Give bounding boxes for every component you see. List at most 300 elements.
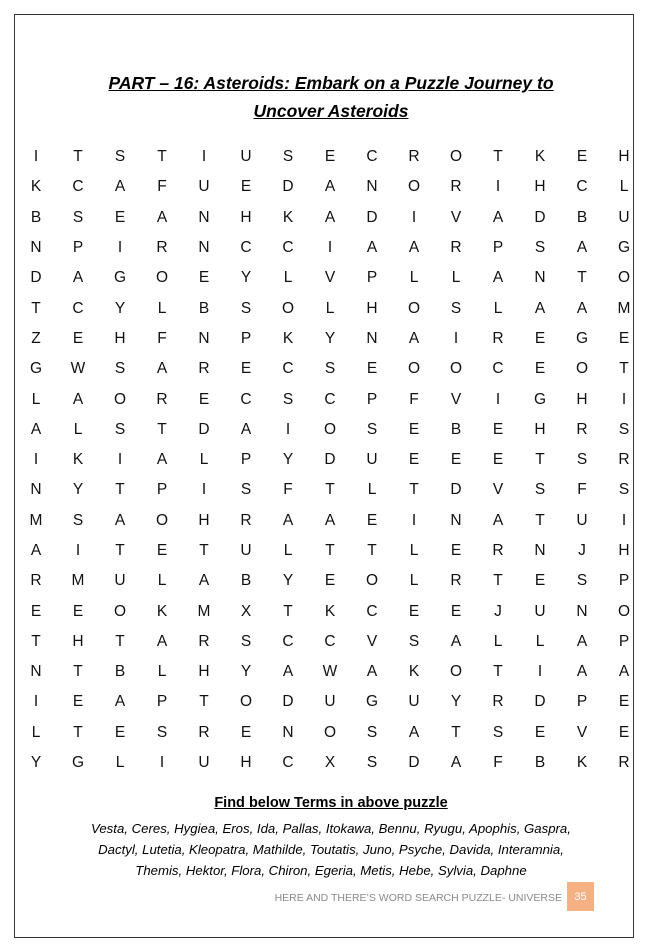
- grid-letter: E: [30, 602, 42, 620]
- grid-letter: K: [534, 148, 546, 166]
- grid-letter: R: [450, 572, 462, 590]
- grid-letter: F: [157, 329, 167, 347]
- grid-letter: O: [407, 299, 421, 317]
- grid-letter: I: [537, 663, 543, 681]
- grid-letter: A: [408, 239, 420, 257]
- grid-letter: E: [240, 723, 252, 741]
- grid-letter: K: [156, 602, 168, 620]
- grid-letter: J: [578, 542, 586, 559]
- grid-letter: I: [33, 693, 39, 711]
- grid-letter: O: [113, 390, 127, 408]
- grid-letter: P: [240, 451, 252, 469]
- grid-letter: V: [324, 269, 336, 287]
- grid-letter: N: [282, 723, 294, 741]
- grid-letter: A: [576, 299, 588, 317]
- grid-letter: P: [366, 269, 378, 287]
- grid-letter: H: [72, 632, 84, 650]
- grid-letter: R: [576, 420, 588, 438]
- grid-letter: E: [114, 208, 126, 226]
- grid-letter: I: [621, 511, 627, 529]
- grid-letter: C: [324, 632, 336, 650]
- grid-letter: O: [239, 693, 253, 711]
- grid-letter: T: [493, 148, 503, 166]
- grid-letter: J: [494, 602, 502, 620]
- grid-letter: I: [117, 451, 123, 469]
- grid-letter: T: [73, 663, 83, 681]
- grid-letter: E: [240, 360, 252, 378]
- grid-letter: A: [114, 178, 126, 196]
- grid-letter: Y: [282, 451, 294, 469]
- grid-letter: A: [492, 511, 504, 529]
- grid-letter: P: [492, 239, 504, 257]
- grid-letter: L: [157, 663, 167, 681]
- grid-letter: O: [113, 602, 127, 620]
- grid-letter: L: [283, 269, 293, 287]
- grid-letter: I: [75, 542, 81, 559]
- grid-letter: H: [240, 208, 252, 226]
- grid-letter: D: [534, 693, 546, 711]
- grid-letter: H: [114, 329, 126, 347]
- grid-letter: K: [282, 208, 294, 226]
- grid-letter: A: [408, 723, 420, 741]
- grid-letter: U: [198, 754, 210, 772]
- grid-letter: A: [492, 208, 504, 226]
- grid-letter: S: [114, 420, 126, 438]
- grid-letter: F: [409, 390, 419, 408]
- grid-letter: L: [409, 572, 419, 590]
- grid-letter: E: [72, 602, 84, 620]
- grid-letter: S: [366, 754, 378, 772]
- footer-text: HERE AND THERE’S WORD SEARCH PUZZLE- UNIVERSE: [274, 892, 562, 904]
- grid-letter: S: [324, 360, 336, 378]
- grid-letter: D: [450, 481, 462, 499]
- grid-letter: A: [618, 663, 630, 681]
- grid-letter: D: [30, 269, 42, 287]
- grid-letter: T: [619, 360, 629, 378]
- grid-letter: E: [240, 178, 252, 196]
- grid-letter: L: [493, 632, 503, 650]
- find-terms-heading: Find below Terms in above puzzle: [214, 795, 448, 811]
- grid-letter: E: [492, 420, 504, 438]
- grid-letter: T: [577, 269, 587, 287]
- grid-letter: R: [240, 511, 252, 529]
- grid-letter: W: [70, 360, 86, 378]
- grid-letter: I: [285, 420, 291, 438]
- grid-letter: E: [534, 329, 546, 347]
- grid-letter: P: [618, 632, 630, 650]
- grid-letter: L: [283, 542, 293, 559]
- grid-letter: R: [492, 542, 504, 559]
- grid-letter: D: [366, 208, 378, 226]
- grid-letter: O: [155, 511, 169, 529]
- grid-letter: H: [366, 299, 378, 317]
- grid-letter: E: [450, 602, 462, 620]
- grid-letter: H: [534, 420, 546, 438]
- grid-letter: A: [576, 632, 588, 650]
- grid-letter: Z: [31, 329, 41, 347]
- grid-letter: H: [240, 754, 252, 772]
- grid-letter: E: [534, 572, 546, 590]
- grid-letter: U: [198, 178, 210, 196]
- page-title-line-1: PART – 16: Asteroids: Embark on a Puzzle Journey to: [108, 73, 554, 93]
- grid-letter: T: [325, 542, 335, 559]
- grid-letter: O: [323, 723, 337, 741]
- grid-letter: O: [281, 299, 295, 317]
- grid-letter: H: [534, 178, 546, 196]
- grid-letter: Y: [114, 299, 126, 317]
- grid-letter: E: [408, 602, 420, 620]
- grid-letter: I: [411, 208, 417, 226]
- grid-letter: G: [575, 329, 589, 347]
- grid-letter: C: [282, 754, 294, 772]
- grid-letter: Y: [30, 754, 42, 772]
- grid-letter: P: [366, 390, 378, 408]
- grid-row: [15, 445, 645, 475]
- grid-letter: B: [576, 208, 588, 226]
- grid-letter: D: [408, 754, 420, 772]
- grid-letter: E: [618, 693, 630, 711]
- grid-letter: X: [240, 602, 252, 620]
- grid-letter: T: [283, 602, 293, 620]
- grid-letter: T: [199, 542, 209, 559]
- grid-letter: E: [618, 329, 630, 347]
- grid-letter: E: [408, 420, 420, 438]
- grid-letter: A: [282, 663, 294, 681]
- grid-letter: L: [451, 269, 461, 287]
- grid-letter: B: [198, 299, 210, 317]
- grid-letter: N: [366, 178, 378, 196]
- grid-row: [15, 566, 645, 596]
- grid-letter: N: [366, 329, 378, 347]
- grid-letter: I: [201, 148, 207, 166]
- grid-letter: H: [618, 542, 630, 559]
- grid-letter: L: [115, 754, 125, 772]
- grid-letter: S: [282, 148, 294, 166]
- grid-letter: A: [156, 632, 168, 650]
- grid-letter: L: [157, 299, 167, 317]
- grid-letter: T: [325, 481, 335, 499]
- grid-letter: R: [618, 451, 630, 469]
- grid-row: [15, 536, 645, 566]
- grid-letter: D: [324, 451, 336, 469]
- grid-letter: A: [198, 572, 210, 590]
- grid-letter: I: [327, 239, 333, 257]
- grid-letter: A: [576, 663, 588, 681]
- grid-row: [15, 354, 645, 384]
- grid-letter: S: [618, 420, 630, 438]
- grid-letter: S: [240, 481, 252, 499]
- grid-letter: U: [240, 542, 252, 559]
- grid-letter: A: [450, 754, 462, 772]
- grid-row: [15, 596, 645, 626]
- grid-letter: E: [324, 148, 336, 166]
- grid-letter: H: [618, 148, 630, 166]
- grid-letter: K: [408, 663, 420, 681]
- grid-letter: B: [30, 208, 42, 226]
- grid-letter: K: [282, 329, 294, 347]
- grid-letter: P: [576, 693, 588, 711]
- grid-letter: G: [71, 754, 85, 772]
- grid-letter: L: [73, 420, 83, 438]
- grid-letter: T: [493, 572, 503, 590]
- grid-letter: R: [492, 329, 504, 347]
- grid-letter: R: [450, 239, 462, 257]
- grid-letter: U: [366, 451, 378, 469]
- grid-letter: T: [535, 511, 545, 529]
- grid-letter: R: [156, 390, 168, 408]
- grid-letter: O: [407, 360, 421, 378]
- grid-letter: I: [159, 754, 165, 772]
- grid-letter: C: [366, 148, 378, 166]
- grid-letter: O: [449, 360, 463, 378]
- grid-letter: S: [408, 632, 420, 650]
- grid-letter: R: [618, 754, 630, 772]
- grid-letter: A: [156, 208, 168, 226]
- grid-letter: S: [156, 723, 168, 741]
- grid-letter: C: [282, 360, 294, 378]
- grid-letter: N: [450, 511, 462, 529]
- grid-letter: G: [29, 360, 43, 378]
- grid-letter: E: [72, 693, 84, 711]
- terms-list: [40, 818, 622, 881]
- grid-letter: O: [617, 602, 631, 620]
- grid-letter: A: [30, 420, 42, 438]
- grid-letter: C: [72, 299, 84, 317]
- grid-letter: E: [198, 269, 210, 287]
- grid-letter: C: [366, 602, 378, 620]
- grid-row: [15, 415, 645, 445]
- grid-letter: S: [282, 390, 294, 408]
- grid-letter: E: [576, 148, 588, 166]
- grid-letter: N: [198, 208, 210, 226]
- grid-letter: T: [115, 632, 125, 650]
- grid-letter: A: [492, 269, 504, 287]
- grid-row: [15, 263, 645, 293]
- grid-letter: N: [534, 542, 546, 559]
- grid-letter: K: [30, 178, 42, 196]
- grid-letter: G: [365, 693, 379, 711]
- grid-letter: C: [240, 239, 252, 257]
- grid-letter: E: [450, 451, 462, 469]
- grid-letter: E: [618, 723, 630, 741]
- grid-letter: M: [617, 299, 631, 317]
- grid-letter: A: [282, 511, 294, 529]
- terms-line: Themis, Hektor, Flora, Chiron, Egeria, Metis, Hebe, Sylvia, Daphne: [135, 863, 527, 878]
- grid-letter: X: [324, 754, 336, 772]
- grid-letter: A: [72, 390, 84, 408]
- grid-letter: U: [324, 693, 336, 711]
- grid-letter: O: [365, 572, 379, 590]
- grid-letter: A: [450, 632, 462, 650]
- grid-letter: P: [240, 329, 252, 347]
- grid-letter: I: [621, 390, 627, 408]
- grid-letter: R: [492, 693, 504, 711]
- grid-letter: U: [534, 602, 546, 620]
- grid-letter: T: [73, 723, 83, 741]
- grid-row: [15, 748, 645, 778]
- grid-letter: S: [114, 360, 126, 378]
- grid-letter: H: [576, 390, 588, 408]
- grid-letter: D: [282, 178, 294, 196]
- grid-letter: E: [534, 723, 546, 741]
- grid-letter: O: [449, 663, 463, 681]
- grid-letter: A: [408, 329, 420, 347]
- grid-letter: T: [493, 663, 503, 681]
- grid-letter: U: [408, 693, 420, 711]
- grid-letter: I: [453, 329, 459, 347]
- grid-letter: D: [534, 208, 546, 226]
- grid-letter: R: [198, 360, 210, 378]
- grid-letter: E: [198, 390, 210, 408]
- grid-letter: F: [493, 754, 503, 772]
- grid-letter: C: [492, 360, 504, 378]
- grid-letter: O: [323, 420, 337, 438]
- grid-letter: P: [72, 239, 84, 257]
- grid-letter: C: [282, 632, 294, 650]
- grid-letter: E: [156, 542, 168, 559]
- grid-letter: S: [576, 451, 588, 469]
- grid-row: [15, 627, 645, 657]
- grid-letter: C: [240, 390, 252, 408]
- grid-letter: N: [30, 663, 42, 681]
- grid-letter: S: [72, 208, 84, 226]
- grid-letter: S: [450, 299, 462, 317]
- grid-letter: A: [366, 663, 378, 681]
- grid-letter: M: [29, 511, 43, 529]
- grid-row: [15, 718, 645, 748]
- grid-letter: B: [240, 572, 252, 590]
- grid-letter: A: [30, 542, 42, 559]
- grid-letter: E: [366, 360, 378, 378]
- grid-letter: V: [492, 481, 504, 499]
- grid-letter: E: [534, 360, 546, 378]
- grid-letter: T: [409, 481, 419, 499]
- grid-row: [15, 233, 645, 263]
- grid-letter: C: [282, 239, 294, 257]
- grid-letter: T: [199, 693, 209, 711]
- grid-row: [15, 687, 645, 717]
- grid-letter: N: [30, 239, 42, 257]
- grid-letter: E: [72, 329, 84, 347]
- grid-letter: Y: [450, 693, 462, 711]
- grid-letter: A: [72, 269, 84, 287]
- grid-letter: L: [619, 178, 629, 196]
- grid-letter: A: [324, 511, 336, 529]
- grid-letter: T: [73, 148, 83, 166]
- grid-letter: I: [495, 390, 501, 408]
- grid-row: [15, 142, 645, 172]
- grid-letter: L: [325, 299, 335, 317]
- grid-letter: P: [618, 572, 630, 590]
- grid-letter: F: [157, 178, 167, 196]
- grid-letter: E: [450, 542, 462, 559]
- grid-letter: A: [324, 178, 336, 196]
- grid-letter: A: [366, 239, 378, 257]
- grid-letter: T: [115, 481, 125, 499]
- grid-letter: S: [240, 299, 252, 317]
- grid-letter: O: [617, 269, 631, 287]
- grid-letter: T: [535, 451, 545, 469]
- grid-letter: I: [117, 239, 123, 257]
- grid-letter: U: [618, 208, 630, 226]
- grid-letter: K: [324, 602, 336, 620]
- grid-letter: T: [31, 632, 41, 650]
- grid-row: [15, 384, 645, 414]
- grid-letter: U: [576, 511, 588, 529]
- grid-letter: A: [156, 360, 168, 378]
- grid-letter: I: [33, 148, 39, 166]
- grid-letter: R: [408, 148, 420, 166]
- grid-letter: S: [534, 481, 546, 499]
- grid-letter: A: [156, 451, 168, 469]
- grid-letter: I: [495, 178, 501, 196]
- grid-letter: T: [157, 148, 167, 166]
- grid-letter: T: [451, 723, 461, 741]
- grid-letter: L: [493, 299, 503, 317]
- grid-letter: S: [366, 420, 378, 438]
- grid-letter: S: [534, 239, 546, 257]
- grid-letter: S: [492, 723, 504, 741]
- grid-letter: K: [72, 451, 84, 469]
- grid-letter: L: [31, 723, 41, 741]
- grid-row: [15, 324, 645, 354]
- grid-letter: C: [576, 178, 588, 196]
- grid-letter: G: [533, 390, 547, 408]
- grid-letter: G: [113, 269, 127, 287]
- grid-row: [15, 475, 645, 505]
- grid-letter: N: [30, 481, 42, 499]
- grid-letter: G: [617, 239, 631, 257]
- grid-letter: O: [155, 269, 169, 287]
- grid-letter: L: [199, 451, 209, 469]
- grid-letter: L: [409, 269, 419, 287]
- grid-letter: P: [156, 481, 168, 499]
- grid-letter: M: [71, 572, 85, 590]
- grid-letter: S: [114, 148, 126, 166]
- grid-letter: O: [575, 360, 589, 378]
- grid-row: [15, 172, 645, 202]
- grid-letter: O: [449, 148, 463, 166]
- grid-letter: U: [240, 148, 252, 166]
- grid-letter: N: [576, 602, 588, 620]
- grid-letter: L: [31, 390, 41, 408]
- grid-letter: T: [115, 542, 125, 559]
- grid-letter: S: [576, 572, 588, 590]
- grid-letter: L: [367, 481, 377, 499]
- grid-letter: A: [324, 208, 336, 226]
- grid-letter: R: [198, 723, 210, 741]
- grid-letter: A: [534, 299, 546, 317]
- grid-letter: D: [282, 693, 294, 711]
- grid-letter: S: [72, 511, 84, 529]
- grid-letter: L: [535, 632, 545, 650]
- terms-line: Vesta, Ceres, Hygiea, Eros, Ida, Pallas, Itokawa, Bennu, Ryugu, Apophis, Gaspra,: [91, 821, 571, 836]
- grid-letter: K: [576, 754, 588, 772]
- page-title-line-2: Uncover Asteroids: [253, 101, 409, 121]
- grid-letter: R: [198, 632, 210, 650]
- grid-letter: I: [411, 511, 417, 529]
- grid-letter: Y: [72, 481, 84, 499]
- grid-letter: B: [450, 420, 462, 438]
- grid-letter: M: [197, 602, 211, 620]
- grid-letter: I: [201, 481, 207, 499]
- page-number-badge: 35: [567, 882, 594, 911]
- grid-letter: E: [492, 451, 504, 469]
- grid-row: [15, 203, 645, 233]
- word-search-grid: [15, 142, 645, 778]
- grid-letter: T: [367, 542, 377, 559]
- grid-letter: Y: [282, 572, 294, 590]
